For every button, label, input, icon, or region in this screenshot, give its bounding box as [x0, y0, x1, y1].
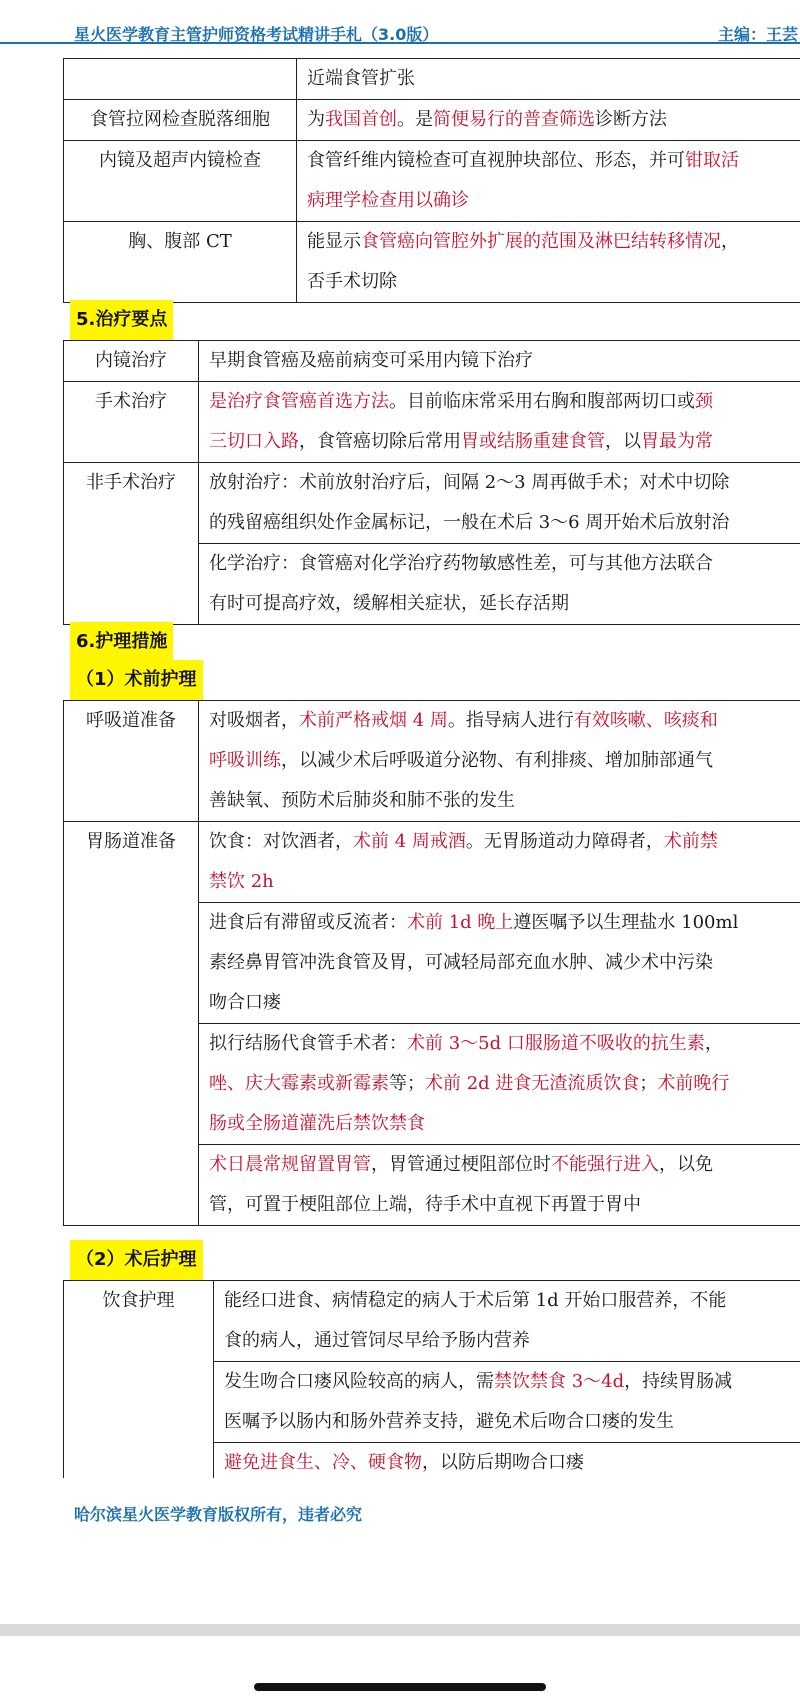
highlight-text: 术前 4 周戒酒: [353, 831, 466, 852]
table-row: [64, 822, 800, 903]
header-editor: 主编：王芸: [718, 25, 799, 44]
row-text: [199, 341, 800, 382]
highlight-text: 呼吸训练: [209, 750, 281, 771]
page-header: [0, 0, 800, 44]
text-line: [224, 1321, 800, 1361]
body-text: 有时可提高疗效，缓解相关症状，延长存活期: [209, 593, 569, 614]
diagnosis-table: [63, 58, 800, 303]
table-row: [64, 222, 800, 303]
row-text: [297, 59, 800, 100]
body-text: ，持续胃肠减: [624, 1371, 733, 1392]
table-row: [64, 341, 800, 382]
body-text: 诊断方法: [595, 109, 667, 130]
highlight-text: 禁饮 2h: [209, 871, 274, 892]
body-text: 能经口进食、病情稳定的病人于术后第 1d 开始口服营养，不能: [224, 1290, 727, 1311]
document-content: [0, 58, 800, 1478]
highlight-text: 三切口入路: [209, 431, 299, 452]
body-text: 拟行结肠代食管手术者：: [209, 1033, 407, 1054]
body-text: 发生吻合口瘘风险较高的病人，需: [224, 1371, 494, 1392]
row-label: 手术治疗: [64, 382, 199, 463]
body-text: ，以防后期吻合口瘘: [422, 1452, 584, 1473]
highlight-text: 是治疗食管癌首选方法: [209, 391, 389, 412]
text-line: [209, 701, 800, 741]
highlight-text: 术前 2d 进食无渣流质饮食: [425, 1073, 640, 1094]
table-row: [64, 1281, 800, 1362]
section-heading: 6.护理措施: [70, 622, 173, 662]
home-indicator[interactable]: [254, 1683, 546, 1691]
highlight-text: 不能强行进入: [551, 1154, 659, 1175]
text-line: [209, 862, 800, 902]
highlight-text: 胃最为常: [641, 431, 713, 452]
text-line: [307, 222, 800, 262]
body-text: 饮食：对饮酒者，: [209, 831, 353, 852]
body-text: 医嘱予以肠内和肠外营养支持，避免术后吻合口瘘的发生: [224, 1411, 674, 1432]
body-text: ，食管癌切除后常用: [299, 431, 461, 452]
highlight-text: 避免进食生、冷、硬食物: [224, 1452, 422, 1473]
highlight-text: 术前 1d 晚上: [407, 912, 514, 933]
text-line: [209, 781, 800, 821]
table-row: [64, 141, 800, 222]
row-text: [214, 1443, 800, 1479]
row-text: [199, 544, 800, 625]
highlight-text: 胃或结肠重建食管: [461, 431, 605, 452]
body-text: 食管纤维内镜检查可直视肿块部位、形态，并可: [307, 150, 685, 171]
text-line: [307, 262, 800, 302]
text-line: [224, 1281, 800, 1321]
row-label: [64, 59, 297, 100]
row-label: 内镜及超声内镜检查: [64, 141, 297, 222]
body-text: ，以: [605, 431, 641, 452]
text-line: [209, 903, 800, 943]
row-text: [199, 903, 800, 1024]
row-text: [199, 463, 800, 544]
row-label: 食管拉网检查脱落细胞: [64, 100, 297, 141]
text-line: [209, 1064, 800, 1104]
body-text: 为: [307, 109, 325, 130]
text-line: [224, 1443, 800, 1478]
body-text: 的残留癌组织处作金属标记，一般在术后 3～6 周开始术后放射治: [209, 512, 730, 533]
body-text: 。目前临床常采用右胸和腹部两切口或: [389, 391, 695, 412]
row-text: [214, 1281, 800, 1362]
row-text: [199, 1145, 800, 1226]
text-line: [307, 141, 800, 181]
highlight-text: 病理学检查用以确诊: [307, 190, 469, 211]
treatment-table: [63, 340, 800, 625]
table-row: [64, 59, 800, 100]
text-line: [209, 503, 800, 543]
body-text: 吻合口瘘: [209, 992, 281, 1013]
body-text: ；: [639, 1073, 658, 1094]
row-label: 内镜治疗: [64, 341, 199, 382]
body-text: 素经鼻胃管冲洗食管及胃，可减轻局部充血水肿、减少术中污染: [209, 952, 713, 973]
text-line: [209, 544, 800, 584]
highlight-text: 我国首创: [325, 109, 397, 130]
text-line: [209, 1145, 800, 1185]
highlight-text: 肠或全肠道灌洗后禁饮禁食: [209, 1113, 425, 1134]
highlight-text: 术前禁: [663, 831, 718, 852]
row-text: [199, 1024, 800, 1145]
body-text: ，以减少术后呼吸道分泌物、有利排痰、增加肺部通气: [281, 750, 713, 771]
highlight-text: 术日晨常规留置胃管: [209, 1154, 371, 1175]
body-text: 。指导病人进行: [447, 710, 574, 731]
highlight-text: 术前严格戒烟 4 周: [299, 710, 448, 731]
text-line: [224, 1402, 800, 1442]
text-line: [209, 983, 800, 1023]
text-line: [307, 59, 800, 99]
row-label: 呼吸道准备: [64, 701, 199, 822]
row-label: 饮食护理: [64, 1281, 214, 1479]
body-text: ，以免: [659, 1154, 713, 1175]
row-text: [199, 822, 800, 903]
highlight-text: 术前 3～5d 口服肠道不吸收的抗生素: [407, 1033, 705, 1054]
table-row: [64, 463, 800, 544]
text-line: [209, 382, 800, 422]
row-text: [297, 100, 800, 141]
body-text: 化学治疗：食管癌对化学治疗药物敏感性差，可与其他方法联合: [209, 553, 713, 574]
body-text: ，: [704, 1033, 723, 1054]
highlight-text: 颈: [695, 391, 713, 412]
row-text: [214, 1362, 800, 1443]
row-text: [297, 141, 800, 222]
body-text: 等；: [389, 1073, 425, 1094]
row-label: 胸、腹部 CT: [64, 222, 297, 303]
highlight-text: 钳取活: [685, 150, 739, 171]
copyright-footer: 哈尔滨星火医学教育版权所有，违者必究: [74, 1505, 363, 1524]
header-title: 星火医学教育主管护师资格考试精讲手札（3.0版）: [74, 25, 439, 44]
text-line: [209, 463, 800, 503]
highlight-text: 简便易行的普查筛选: [433, 109, 595, 130]
subsection-heading: （1）术前护理: [70, 660, 203, 700]
body-text: 早期食管癌及癌前病变可采用内镜下治疗: [209, 350, 533, 371]
row-text: [199, 382, 800, 463]
body-text: 善缺氧、预防术后肺炎和肺不张的发生: [209, 790, 515, 811]
text-line: [209, 584, 800, 624]
body-text: 食的病人，通过管饲尽早给予肠内营养: [224, 1330, 530, 1351]
body-text: 否手术切除: [307, 271, 397, 292]
body-text: 遵医嘱予以生理盐水 100ml: [513, 912, 739, 933]
body-text: 近端食管扩张: [307, 68, 415, 89]
section-heading: 5.治疗要点: [70, 300, 173, 340]
text-line: [209, 1104, 800, 1144]
subsection-heading: （2）术后护理: [70, 1240, 203, 1280]
text-line: [209, 1185, 800, 1225]
body-text: 管，可置于梗阻部位上端，待手术中直视下再置于胃中: [209, 1194, 641, 1215]
text-line: [307, 100, 800, 140]
body-text: 进食后有滞留或反流者：: [209, 912, 407, 933]
text-line: [209, 1024, 800, 1064]
table-row: [64, 100, 800, 141]
body-text: 能显示: [307, 231, 361, 252]
text-line: [209, 741, 800, 781]
body-text: 。是: [397, 109, 433, 130]
text-line: [307, 181, 800, 221]
text-line: [224, 1362, 800, 1402]
highlight-text: 有效咳嗽、咳痰和: [573, 710, 718, 731]
row-label: 胃肠道准备: [64, 822, 199, 1226]
body-text: 对吸烟者，: [209, 710, 299, 731]
row-label: 非手术治疗: [64, 463, 199, 625]
text-line: [209, 422, 800, 462]
highlight-text: 食管癌向管腔外扩展的范围及淋巴结转移情况: [361, 231, 721, 252]
text-line: [209, 822, 800, 862]
body-text: ，: [721, 231, 739, 252]
highlight-text: 禁饮禁食 3～4d: [494, 1371, 625, 1392]
text-line: [209, 943, 800, 983]
table-row: [64, 701, 800, 822]
preop-table: [63, 700, 800, 1226]
body-text: ，胃管通过梗阻部位时: [371, 1154, 551, 1175]
text-line: [209, 341, 800, 381]
body-text: 放射治疗：术前放射治疗后，间隔 2～3 周再做手术；对术中切除: [209, 472, 730, 493]
table-row: [64, 382, 800, 463]
row-text: [297, 222, 800, 303]
body-text: 。无胃肠道动力障碍者，: [465, 831, 664, 852]
postop-table: [63, 1280, 800, 1478]
highlight-text: 唑、庆大霉素或新霉素: [209, 1073, 389, 1094]
row-text: [199, 701, 800, 822]
highlight-text: 术前晚行: [657, 1073, 730, 1094]
page-separator: [0, 1624, 800, 1636]
